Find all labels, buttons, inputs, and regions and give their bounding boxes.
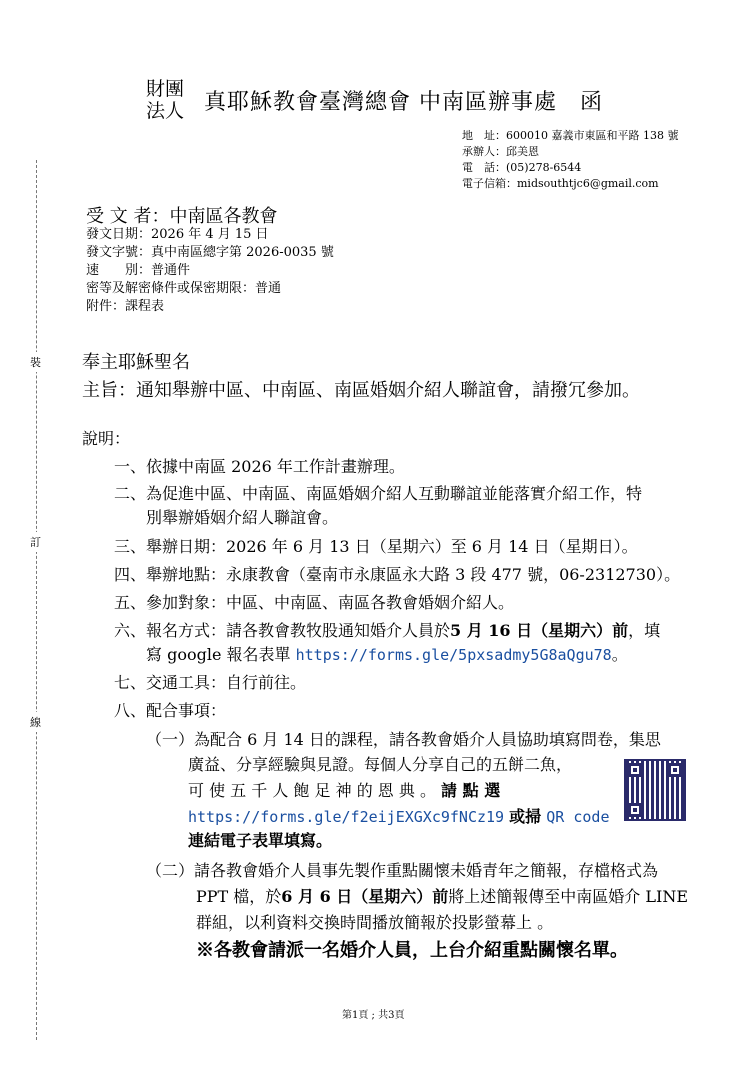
gutter-mark-staple: 訂 bbox=[30, 532, 41, 552]
gutter-mark-line: 線 bbox=[30, 712, 41, 732]
item-2-line1: 二、為促進中區、中南區、南區婚姻介紹人互動聯誼並能落實介紹工作，特 bbox=[114, 484, 643, 503]
item-6-form-text: 寫 google 報名表單 bbox=[146, 645, 291, 664]
item-6-deadline: 5 月 16 日（星期六）前 bbox=[450, 621, 629, 640]
qr-code-icon[interactable] bbox=[624, 759, 686, 821]
sub-item-2-text-end: 將上述簡報傳至中南區婚介 LINE bbox=[448, 887, 688, 906]
registration-form-link[interactable]: https://forms.gle/5pxsadmy5G8aQgu78 bbox=[295, 646, 612, 664]
item-5: 五、參加對象：中區、中南區、南區各教會婚姻介紹人。 bbox=[114, 593, 515, 612]
sub-item-1-grace-text: 可 使 五 千 人 飽 足 神 的 恩 典 。 bbox=[188, 781, 436, 800]
contact-block bbox=[462, 128, 678, 192]
sub-item-2-line2 bbox=[196, 884, 688, 907]
org-type-line1: 財團 bbox=[146, 78, 185, 100]
greeting: 奉主耶穌聖名 bbox=[82, 352, 190, 373]
survey-form-link[interactable]: https://forms.gle/f2eijEXGXc9fNCz19 bbox=[188, 808, 505, 826]
org-type-label bbox=[146, 78, 184, 122]
item-4: 四、舉辦地點：永康教會（臺南市永康區永大路 3 段 477 號，06-2312730）。 bbox=[114, 565, 681, 584]
org-type-line2: 法人 bbox=[146, 100, 185, 122]
doc-number: 發文字號：真中南區總字第 2026-0035 號 bbox=[86, 245, 334, 260]
doc-date: 發文日期：2026 年 4 月 15 日 bbox=[86, 227, 269, 242]
sub-item-1-click-text: 請 點 選 bbox=[441, 781, 501, 800]
sub-item-1-line3 bbox=[188, 778, 500, 801]
item-2-line2: 別舉辦婚姻介紹人聯誼會。 bbox=[146, 508, 339, 527]
contact-address: 地 址：600010 嘉義市東區和平路 138 號 bbox=[462, 129, 679, 142]
item-6-line2 bbox=[146, 642, 628, 665]
subject: 主旨：通知舉辦中區、中南區、南區婚姻介紹人聯誼會，請撥冗參加。 bbox=[82, 380, 640, 401]
sub-item-1-line5: 連結電子表單填寫。 bbox=[188, 831, 333, 850]
sub-item-2-line1: （二）請各教會婚介人員事先製作重點關懷未婚青年之簡報，存檔格式為 bbox=[146, 861, 659, 880]
binding-line bbox=[36, 160, 37, 1040]
sub-item-1-line2: 廣益、分享經驗與見證。每個人分享自己的五餅二魚， bbox=[188, 755, 573, 774]
sub-item-2-format-text: PPT 檔，於 bbox=[196, 887, 282, 906]
important-note: ※各教會請派一名婚介人員，上台介紹重點關懷名單。 bbox=[196, 940, 628, 961]
sub-item-2-line3: 群組，以利資料交換時間播放簡報於投影螢幕上 。 bbox=[196, 913, 554, 932]
qr-code-label: QR code bbox=[546, 808, 610, 826]
org-name: 真耶穌教會臺灣總會 中南區辦事處 函 bbox=[204, 90, 603, 115]
doc-speed: 速 別：普通件 bbox=[86, 263, 191, 278]
item-6-period: 。 bbox=[611, 645, 628, 664]
gutter-mark-bind: 裝 bbox=[30, 352, 41, 372]
item-6-text: 六、報名方式：請各教會教牧股通知婚介人員於 bbox=[114, 621, 451, 640]
contact-phone: 電 話：(05)278-6544 bbox=[462, 161, 582, 174]
recipient: 受 文 者：中南區各教會 bbox=[86, 206, 278, 227]
sub-item-2-deadline: 6 月 6 日（星期六）前 bbox=[281, 887, 449, 906]
doc-secrecy: 密等及解密條件或保密期限：普通 bbox=[86, 281, 282, 296]
sub-item-1-line4 bbox=[188, 804, 610, 827]
item-1: 一、依據中南區 2026 年工作計畫辦理。 bbox=[114, 457, 405, 476]
sub-item-1-scan-text: 或掃 bbox=[509, 807, 542, 826]
doc-attachment: 附件：課程表 bbox=[86, 299, 165, 314]
meta-block bbox=[86, 226, 334, 316]
item-6-line1 bbox=[114, 618, 660, 641]
page-footer: 第1頁 ; 共3頁 bbox=[342, 1010, 405, 1021]
contact-email: 電子信箱：midsouthtjc6@gmail.com bbox=[462, 177, 659, 190]
item-3: 三、舉辦日期：2026 年 6 月 13 日（星期六）至 6 月 14 日（星期日）。 bbox=[114, 537, 638, 556]
item-7: 七、交通工具：自行前往。 bbox=[114, 673, 307, 692]
sub-item-1-line1: （一）為配合 6 月 14 日的課程，請各教會婚介人員協助填寫問卷，集思 bbox=[146, 730, 661, 749]
contact-handler: 承辦人：邱美恩 bbox=[462, 145, 539, 158]
item-8: 八、配合事項： bbox=[114, 701, 227, 720]
explain-label: 說明： bbox=[82, 429, 131, 448]
item-6-text-end: ，填 bbox=[628, 621, 661, 640]
